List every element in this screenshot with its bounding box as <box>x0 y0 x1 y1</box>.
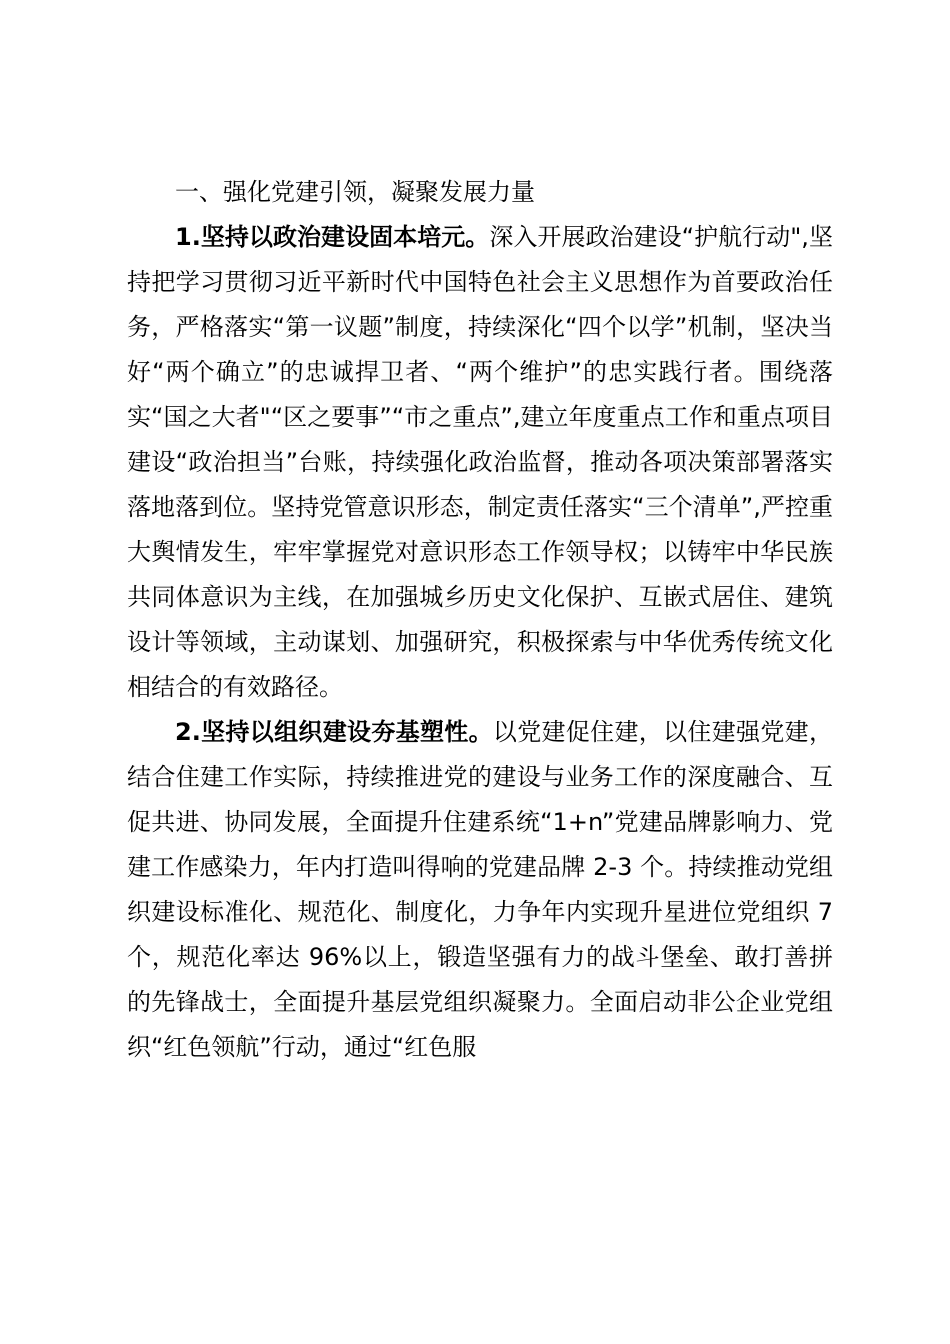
section-heading: 一、强化党建引领，凝聚发展力量 <box>175 178 535 206</box>
paragraph-lead: 2.坚持以组织建设夯基塑性。 <box>175 718 493 746</box>
paragraph-body: 以党建促住建，以住建强党建，结合住建工作实际，持续推进党的建设与业务工作的深度融合、互促共进、协同发展，全面提升住建系统“1+n”党建品牌影响力、党建工作感染力，年内打造叫得响的党建品牌 2-3 个。持续推动党组织建设标准化、规范化、制度化，力争年内实现升星进位党组织 7 个，规范化率达 96%以上，锻造坚强有力的战斗堡垒、敢打善拼的先锋战士，全面提升基层党组织凝聚力。全面启动非公企业党组织“红色领航”行动，通过“红色服 <box>127 718 833 1061</box>
paragraph-lead: 1.坚持以政治建设固本培元。 <box>175 223 490 251</box>
paragraph-political-construction <box>127 215 833 710</box>
paragraph-organization-construction <box>127 710 833 1070</box>
paragraph-body: 深入开展政治建设“护航行动",坚持把学习贯彻习近平新时代中国特色社会主义思想作为首要政治任务，严格落实“第一议题”制度，持续深化“四个以学”机制，坚决当好“两个确立”的忠诚捍卫者、“两个维护”的忠实践行者。围绕落实“国之大者"“区之要事”“市之重点”,建立年度重点工作和重点项目建设“政治担当”台账，持续强化政治监督，推动各项决策部署落实落地落到位。坚持党管意识形态，制定责任落实“三个清单”,严控重大舆情发生，牢牢掌握党对意识形态工作领导权；以铸牢中华民族共同体意识为主线，在加强城乡历史文化保护、互嵌式居住、建筑设计等领域，主动谋划、加强研究，积极探索与中华优秀传统文化相结合的有效路径。 <box>127 223 833 701</box>
document-page <box>127 170 833 1070</box>
